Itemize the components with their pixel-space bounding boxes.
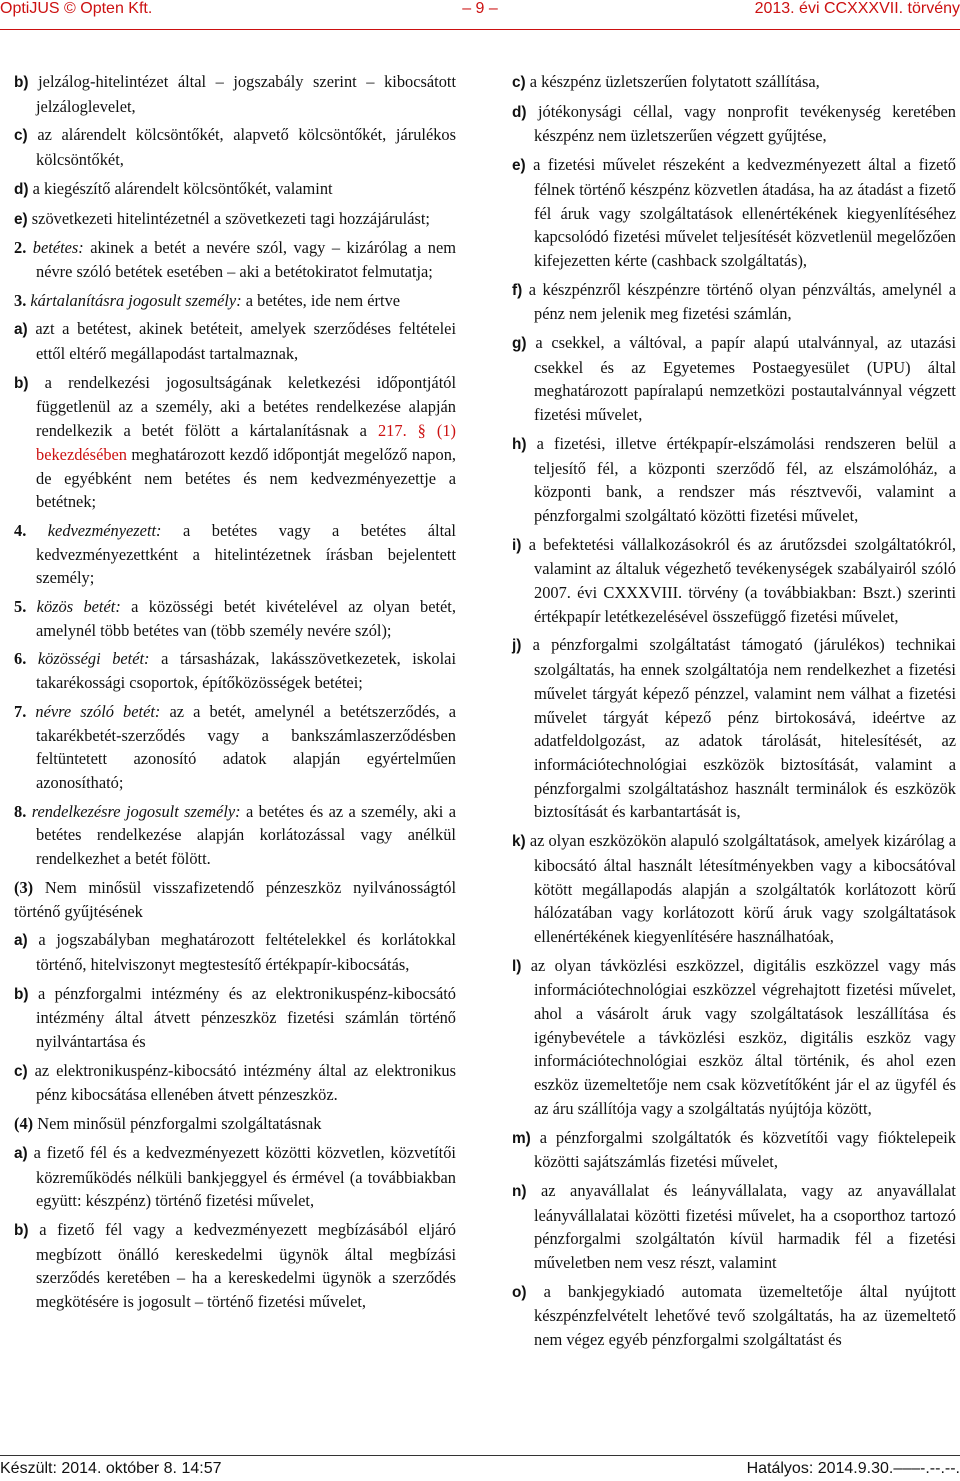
list-item [14, 207, 456, 232]
list-item [512, 153, 956, 273]
header-divider [0, 29, 960, 30]
item-label: a) [14, 321, 28, 339]
item-label: m) [512, 1129, 531, 1147]
item-text: a jogszabályban meghatározott feltételekkel és korlátokkal történő, hitelviszonyt megtestesítő értékpapír-kibocsátás, [36, 930, 456, 974]
item-text: a bankjegykiadó automata üzemeltetője által nyújtott készpénzfelvételt lehetővé tevő szolgáltatás, ha az üzemeltető nem végez egyéb pénzforgalmi szolgáltatást és [534, 1281, 956, 1350]
item-text-continued: meghatározott kezdő időpontját megelőző napon, de egyébként nem betétes és nem kedvezményezettje a betétnek; [36, 444, 456, 512]
defined-term: közös betét: [36, 597, 121, 617]
item-text: a pénzforgalmi szolgáltatást támogató (járulékos) technikai szolgáltatás, ha ennek szolgáltatója nem rendelkezhet a fizetési művelet tárgyát képező pénzzel, valamint nem válhat a fizetési művelet tárgyát képező pénz birtokosává, ideértve az adatfeldolgozást, az adatok tárolását, hitelesítését, az információtechnológiai eszközök biztosítását, valamint a pénzforgalmi szolgáltatáshoz használt terminálok és eszközök biztosítását és karbantartását is, [532, 635, 956, 822]
item-text: az olyan távközlési eszközzel, digitális eszközzel vagy más információtechnológiai eszközzel végrehajtott fizetési művelet, ahol a vásárolt áruk vagy szolgáltatások leszállítása és igénybevétele a távközlési eszköz, digitális eszköz vagy információtechnológiai eszköz által történik, és ahol ezen eszköz üzemeltetője nem csak közvetítőként jár el az ügyfél és az áru szállítója vagy a szolgáltatás nyújtója között, [530, 955, 956, 1118]
defined-term: közösségi betét: [37, 649, 150, 669]
footer-created: Készült: 2014. október 8. 14:57 [0, 1460, 222, 1477]
paragraph-number: (4) [14, 1114, 34, 1134]
list-item [512, 331, 956, 427]
item-label: b) [14, 985, 29, 1003]
item-label: n) [512, 1182, 527, 1200]
definition-item [14, 595, 456, 642]
item-label: e) [512, 157, 526, 175]
item-text: a pénzforgalmi intézmény és az elektronikuspénz-kibocsátó intézmény által átvett pénzeszköz fizetési számlán történő nyilvántartása és [36, 983, 456, 1052]
defined-term: kedvezményezett: [47, 520, 162, 540]
list-item [14, 1218, 456, 1314]
item-label: a) [14, 1144, 28, 1162]
item-label: i) [512, 536, 522, 554]
item-text: a fizetési művelet részeként a kedvezményezett által a fizető félnek történő készpénz közvetlen átadása, ha az átadást a fizető fél áruk vagy szolgáltatások ellenértékének kiegyenlítéséhez kapcsolódó fizetési művelet teljesítését közvetlenül megelőzően kifejezetten kérte (cashback szolgáltatás), [533, 155, 956, 270]
list-item [512, 954, 956, 1121]
definition-item [14, 289, 456, 313]
list-item [14, 177, 456, 202]
item-label: d) [14, 180, 29, 198]
item-text: a befektetési vállalkozásokról és az árutőzsdei szolgáltatókról, valamint az általuk végezhető tevékenységek szabályairól szóló 2007. évi CXXXVIII. törvény (a továbbiakban: Bszt.) szerinti értékpapír letétkezelésével összefüggő fizetési művelet, [528, 534, 956, 626]
list-item [512, 1179, 956, 1275]
definition-text: a betétes és az a személy, aki a betétes rendelkezése alapján korlátozással vagy anélkül rendelkezhet a betét fölött. [36, 801, 456, 869]
item-text: az olyan eszközökön alapuló szolgáltatások, amelyek kizárólag a kibocsátó által használt létesítményekben vagy a kibocsátóval kötött megállapodás alapján a szolgáltatók korlátozott körű hálózatában vagy korlátozott körű áruk vagy szolgáltatások ellenértékének kiegyenlítésére használhatóak, [529, 831, 956, 946]
item-text: az alárendelt kölcsöntőkét, alapvető kölcsöntőkét, járulékos kölcsöntőkét, [36, 125, 456, 170]
definition-item [14, 519, 456, 590]
definition-item [14, 236, 456, 283]
item-label: b) [14, 374, 29, 392]
list-item [14, 70, 456, 118]
item-label: f) [512, 281, 523, 299]
paragraph [14, 1112, 456, 1136]
item-label: c) [14, 127, 28, 145]
item-text: a pénzforgalmi szolgáltatók és közvetítői vagy fióktelepeik közötti sajátszámlás fizetési művelet, [534, 1127, 956, 1172]
definition-number: 8. [14, 801, 27, 821]
item-text: a kiegészítő alárendelt kölcsöntőkét, valamint [32, 178, 333, 198]
definition-number: 2. [14, 238, 27, 258]
law-title[interactable]: 2013. évi CCXXXVII. törvény [754, 0, 960, 17]
item-label: j) [512, 637, 522, 655]
item-label: d) [512, 103, 527, 121]
item-label: e) [14, 210, 28, 228]
item-label: b) [14, 1221, 29, 1239]
defined-term: rendelkezésre jogosult személy: [31, 801, 241, 821]
definition-number: 7. [14, 701, 27, 721]
definition-item [14, 800, 456, 871]
list-item [512, 633, 956, 824]
footer-effective: Hatályos: 2014.9.30.–––-.--.--. [746, 1460, 960, 1477]
publisher-label[interactable]: OptiJUS © Opten Kft. [0, 0, 153, 17]
definition-number: 3. [14, 290, 27, 310]
definition-text: akinek a betét a nevére szól, vagy – kizárólag a nem névre szóló betétek esetében – aki a betétokiratot felmutatja; [36, 238, 456, 281]
list-item [512, 70, 956, 95]
paragraph-text: Nem minősül pénzforgalmi szolgáltatásnak [37, 1114, 322, 1134]
paragraph [14, 876, 456, 923]
item-text: a fizetési, illetve értékpapír-elszámolási rendszeren belül a teljesítő fél, a központi szerződő fél, az elszámolóház, a központi bank, a rendszer más résztvevői, valamint a pénzforgalmi szolgáltató közötti fizetési művelet, [534, 433, 956, 525]
definition-number: 5. [14, 597, 27, 617]
item-text: azt a betétest, akinek betéteit, amelyek szerződéses feltételei ettől eltérő megállapodást tartalmaznak, [35, 319, 456, 364]
defined-term: betétes: [32, 238, 84, 258]
list-item [14, 982, 456, 1054]
item-label: k) [512, 833, 526, 851]
item-label: c) [14, 1062, 28, 1080]
definition-item [14, 647, 456, 694]
paragraph-text: Nem minősül visszafizetendő pénzeszköz nyilvánosságtól történő gyűjtésének [14, 877, 456, 921]
list-item [512, 100, 956, 148]
list-item [512, 829, 956, 949]
item-text: jótékonysági céllal, vagy nonprofit tevékenység keretében készpénz nem üzletszerűen végzett gyűjtése, [534, 101, 956, 146]
item-label: b) [14, 74, 29, 91]
left-column [14, 70, 456, 1319]
defined-term: kártalanításra jogosult személy: [30, 290, 242, 310]
section-reference-link[interactable]: 217. § (1) bekezdésében [36, 421, 457, 464]
definition-number: 4. [14, 520, 27, 540]
list-item [14, 928, 456, 976]
item-text: a fizető fél és a kedvezményezett közötti közvetlen, közvetítői közreműködés nélküli bankjeggyel és érmével (a továbbiakban együtt: készpénz) történő fizetési művelet, [33, 1142, 456, 1211]
item-text: a készpénz üzletszerűen folytatott szállítása, [529, 72, 820, 91]
definition-text: az a betét, amelynél a betétszerződés, a takarékbetét-szerződés vagy a bankszámlaszerződésben feltüntetett azonosító adatok alapján egyértelműen azonosítható; [36, 701, 456, 792]
list-item [512, 1280, 956, 1352]
item-text: a fizető fél vagy a kedvezményezett megbízásából eljáró megbízott önálló kereskedelmi ügynök által megbízási szerződés keretében – ha a kereskedelmi ügynök a szerződés megkötésére is jogosult – történő fizetési művelet, [36, 1219, 456, 1312]
item-text: a csekkel, a váltóval, a papír alapú utalvánnyal, az utazási csekkel és az Egyetemes Postaegyesület (UPU) által meghatározott papíralapú nemzetközi postautalvánnyal végzett fizetési művelet, [534, 333, 956, 425]
right-column [512, 70, 956, 1357]
list-item [14, 1141, 456, 1213]
item-label: c) [512, 74, 526, 91]
footer-divider [0, 1455, 960, 1456]
list-item [14, 371, 456, 514]
item-label: a) [14, 932, 28, 950]
paragraph-number: (3) [14, 877, 34, 897]
list-item [14, 123, 456, 171]
item-label: l) [512, 957, 522, 975]
list-item [512, 432, 956, 528]
item-text: az anyavállalat és leányvállalata, vagy az anyavállalat leányvállalatai közötti fizetési művelet, ha a csoporthoz tartozó pénzforgalmi szolgáltatón kívül harmadik fél a fizetési műveletben nem vesz részt, valamint [534, 1180, 956, 1273]
definition-item [14, 700, 456, 795]
definition-text: a betétes vagy a betétes által kedvezményezettként a hitelintézetnek írásban bejelentett személy; [36, 520, 456, 588]
item-label: g) [512, 335, 527, 353]
definition-text: a betétes, ide nem értve [245, 290, 401, 310]
item-text: az elektronikuspénz-kibocsátó intézmény által az elektronikus pénz kibocsátása ellenében átvett pénzeszköz. [34, 1060, 456, 1105]
defined-term: névre szóló betét: [35, 701, 161, 721]
page-header [0, 0, 960, 28]
item-label: o) [512, 1283, 527, 1301]
definition-number: 6. [14, 649, 27, 669]
list-item [512, 1126, 956, 1174]
item-text: jelzálog-hitelintézet által – jogszabály szerint – kibocsátott jelzáloglevelet, [36, 72, 456, 116]
list-item [14, 1059, 456, 1107]
definition-text: a társasházak, lakásszövetkezetek, iskolai takarékossági csoportok, építőközösségek betétei; [36, 649, 456, 693]
item-text: szövetkezeti hitelintézetnél a szövetkezeti tagi hozzájárulást; [31, 208, 430, 228]
page-number: – 9 – [462, 0, 498, 17]
list-item [512, 533, 956, 629]
list-item [512, 278, 956, 326]
list-item [14, 317, 456, 365]
item-text: a készpénzről készpénzre történő olyan pénzváltás, amelynél a pénz nem jelenik meg fizetési számlán, [528, 279, 956, 324]
definition-text: a közösségi betét kivételével az olyan betét, amelynél több betétes van (több személy nevére szól); [36, 597, 456, 640]
item-text: a rendelkezési jogosultságának keletkezési időpontjától függetlenül az a személy, aki a betétes rendelkezése alapján rendelkezik a betét fölött a kártalanításnak a [36, 372, 456, 441]
item-label: h) [512, 435, 527, 453]
